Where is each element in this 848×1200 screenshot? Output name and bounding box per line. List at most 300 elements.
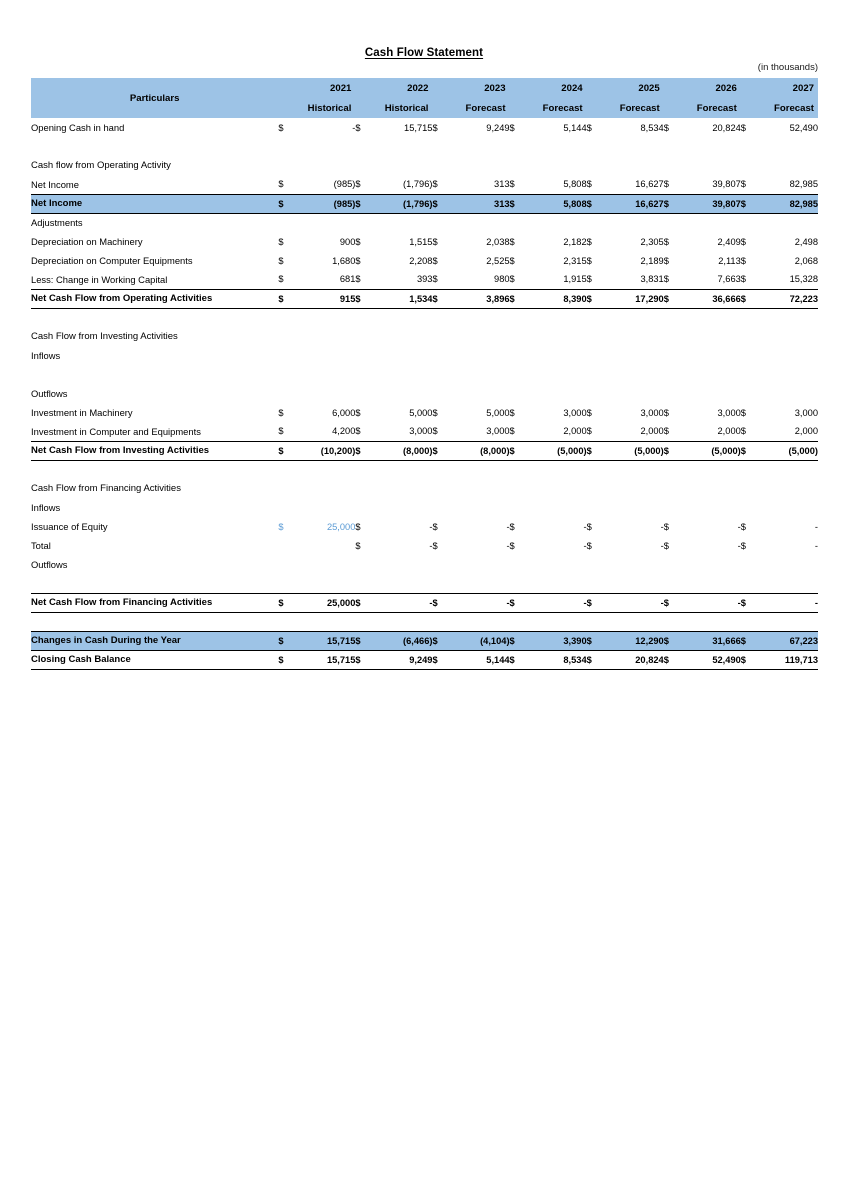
cell-2026 bbox=[680, 327, 741, 346]
cell-2025: - bbox=[660, 521, 664, 532]
cell-2023 bbox=[448, 156, 509, 175]
currency-symbol-2023: $ bbox=[432, 521, 438, 532]
cell-2024: 2,000 bbox=[563, 426, 587, 437]
cell-2026 bbox=[680, 612, 741, 631]
cell-2023: (4,104) bbox=[448, 631, 509, 650]
currency-symbol-2026: $ bbox=[663, 179, 669, 190]
cell-2023: 5,000 bbox=[486, 407, 510, 418]
currency-symbol-2022: $ bbox=[355, 194, 371, 213]
cell-2022 bbox=[371, 384, 432, 403]
currency-symbol-2022: $ bbox=[355, 521, 361, 532]
currency-symbol-2022: $ bbox=[355, 289, 371, 308]
cash-flow-statement-table bbox=[31, 78, 818, 670]
cell-2027: 15,328 bbox=[789, 274, 818, 285]
cell-2025: 12,290 bbox=[603, 631, 664, 650]
currency-symbol-2027: $ bbox=[740, 236, 746, 247]
currency-symbol-2021 bbox=[278, 479, 294, 498]
cell-2026: 20,824 bbox=[712, 122, 741, 133]
table-row bbox=[31, 403, 818, 422]
cell-2026 bbox=[680, 346, 741, 365]
currency-symbol-2023 bbox=[432, 574, 448, 593]
cell-2022 bbox=[371, 460, 432, 479]
cell-2025: 16,627 bbox=[635, 179, 664, 190]
currency-symbol-2024 bbox=[510, 308, 526, 327]
cell-2025: 2,189 bbox=[640, 255, 664, 266]
currency-symbol-2021: $ bbox=[278, 631, 294, 650]
currency-symbol-2021: $ bbox=[278, 194, 294, 213]
cell-2023 bbox=[448, 213, 509, 232]
cell-2021 bbox=[294, 213, 355, 232]
table-row bbox=[31, 441, 818, 460]
cell-2025 bbox=[603, 460, 664, 479]
cell-2022 bbox=[371, 574, 432, 593]
currency-symbol-2027: $ bbox=[741, 631, 757, 650]
cell-2027 bbox=[757, 308, 818, 327]
table-row bbox=[31, 479, 818, 498]
cell-2024 bbox=[526, 498, 587, 517]
row-label: Closing Cash Balance bbox=[31, 650, 278, 669]
currency-symbol-2021: $ bbox=[278, 179, 284, 190]
currency-symbol-2022: $ bbox=[355, 650, 371, 669]
currency-symbol-2024: $ bbox=[509, 122, 515, 133]
cell-2024: 2,182 bbox=[563, 236, 587, 247]
cell-2025: (5,000) bbox=[603, 441, 664, 460]
cell-2026: - bbox=[680, 593, 741, 612]
column-header-period-2023: Forecast bbox=[432, 98, 509, 118]
currency-symbol-2023 bbox=[432, 137, 448, 156]
cell-2025: 8,534 bbox=[640, 122, 664, 133]
cell-2023 bbox=[448, 555, 509, 574]
currency-symbol-2021 bbox=[278, 536, 294, 555]
currency-symbol-2024 bbox=[510, 612, 526, 631]
cell-2023 bbox=[448, 365, 509, 384]
currency-symbol-2026 bbox=[664, 555, 680, 574]
cell-2026 bbox=[680, 365, 741, 384]
cell-2026: 39,807 bbox=[680, 194, 741, 213]
cell-2024 bbox=[526, 384, 587, 403]
cell-2026 bbox=[680, 555, 741, 574]
column-header-period-2022: Historical bbox=[355, 98, 432, 118]
row-label: Cash Flow from Investing Activities bbox=[31, 331, 178, 342]
currency-symbol-2027: $ bbox=[740, 407, 746, 418]
cell-2022: (8,000) bbox=[371, 441, 432, 460]
cell-2024: 5,144 bbox=[563, 122, 587, 133]
currency-symbol-2022 bbox=[355, 365, 371, 384]
currency-symbol-2026: $ bbox=[663, 274, 669, 285]
currency-symbol-2024: $ bbox=[510, 289, 526, 308]
row-label bbox=[31, 365, 278, 384]
cell-2025 bbox=[603, 498, 664, 517]
currency-symbol-2023: $ bbox=[432, 179, 438, 190]
cell-2024 bbox=[526, 479, 587, 498]
currency-symbol-2026 bbox=[664, 574, 680, 593]
column-header-period-2025: Forecast bbox=[587, 98, 664, 118]
row-label bbox=[31, 498, 278, 517]
spacer-row bbox=[31, 137, 818, 156]
currency-symbol-2024 bbox=[510, 213, 526, 232]
cell-2027 bbox=[757, 137, 818, 156]
cell-2027: 2,498 bbox=[794, 236, 818, 247]
currency-symbol-2022 bbox=[355, 460, 371, 479]
row-label: Changes in Cash During the Year bbox=[31, 631, 278, 650]
currency-symbol-2027 bbox=[741, 555, 757, 574]
currency-symbol-2022 bbox=[355, 612, 371, 631]
currency-symbol-2024 bbox=[510, 327, 526, 346]
cell-2024 bbox=[526, 365, 587, 384]
cell-2027: 82,985 bbox=[757, 194, 818, 213]
currency-symbol-2022 bbox=[355, 327, 371, 346]
cell-2027: 67,223 bbox=[757, 631, 818, 650]
row-label: Depreciation on Computer Equipments bbox=[31, 255, 193, 266]
cell-2027 bbox=[757, 327, 818, 346]
currency-symbol-2023: $ bbox=[432, 540, 438, 551]
row-label: Cash Flow from Financing Activities bbox=[31, 483, 181, 494]
cell-2021 bbox=[294, 498, 355, 517]
cell-2026: 2,000 bbox=[717, 426, 741, 437]
cell-2021 bbox=[294, 555, 355, 574]
currency-symbol-2025: $ bbox=[586, 407, 592, 418]
currency-symbol-2022: $ bbox=[355, 593, 371, 612]
currency-symbol-2027: $ bbox=[740, 274, 746, 285]
cell-2025: - bbox=[660, 540, 664, 551]
currency-symbol-2022: $ bbox=[355, 426, 361, 437]
cell-2025: 2,305 bbox=[640, 236, 664, 247]
spacer-row bbox=[31, 308, 818, 327]
cell-2021 bbox=[294, 612, 355, 631]
currency-symbol-2025: $ bbox=[586, 122, 592, 133]
row-label: Net Income bbox=[31, 194, 278, 213]
cell-2021: 915 bbox=[294, 289, 355, 308]
cell-2021: (985) bbox=[294, 194, 355, 213]
currency-symbol-2026 bbox=[664, 156, 680, 175]
cell-2026 bbox=[680, 384, 741, 403]
currency-symbol-2022 bbox=[355, 498, 371, 517]
currency-symbol-2021: $ bbox=[278, 122, 284, 133]
cell-2022 bbox=[371, 498, 432, 517]
currency-symbol-2027: $ bbox=[741, 593, 757, 612]
cell-2022: 2,208 bbox=[409, 255, 433, 266]
currency-symbol-2026: $ bbox=[663, 426, 669, 437]
cell-2023: 3,000 bbox=[486, 426, 510, 437]
cell-2027 bbox=[757, 384, 818, 403]
cell-2027 bbox=[757, 555, 818, 574]
currency-symbol-2023 bbox=[432, 460, 448, 479]
cell-2024 bbox=[526, 460, 587, 479]
currency-symbol-2025 bbox=[587, 479, 603, 498]
currency-symbol-2025: $ bbox=[587, 650, 603, 669]
cell-2026: 2,409 bbox=[717, 236, 741, 247]
cell-2025 bbox=[603, 574, 664, 593]
currency-symbol-2025: $ bbox=[587, 593, 603, 612]
table-row bbox=[31, 118, 818, 137]
currency-symbol-2027 bbox=[741, 460, 757, 479]
currency-symbol-2024 bbox=[510, 346, 526, 365]
column-header-period-2021: Historical bbox=[278, 98, 355, 118]
cell-2027 bbox=[757, 479, 818, 498]
currency-symbol-2024: $ bbox=[509, 407, 515, 418]
currency-symbol-2021: $ bbox=[278, 441, 294, 460]
currency-symbol-2021 bbox=[278, 213, 294, 232]
currency-symbol-2027 bbox=[741, 612, 757, 631]
currency-symbol-2027: $ bbox=[741, 289, 757, 308]
currency-symbol-2025: $ bbox=[586, 426, 592, 437]
cell-2023 bbox=[448, 308, 509, 327]
cell-2024: 3,390 bbox=[526, 631, 587, 650]
currency-symbol-2022: $ bbox=[355, 255, 361, 266]
cell-2025 bbox=[603, 346, 664, 365]
currency-symbol-2021 bbox=[278, 156, 294, 175]
cell-2021 bbox=[294, 308, 355, 327]
cell-2027 bbox=[757, 365, 818, 384]
cell-2027: 72,223 bbox=[757, 289, 818, 308]
cell-2024: - bbox=[583, 521, 587, 532]
currency-symbol-2022: $ bbox=[355, 274, 361, 285]
row-label bbox=[31, 555, 278, 574]
cell-2027: - bbox=[757, 593, 818, 612]
currency-symbol-2023 bbox=[432, 156, 448, 175]
cell-2025 bbox=[603, 213, 664, 232]
row-label: Opening Cash in hand bbox=[31, 122, 125, 133]
currency-symbol-2027 bbox=[741, 365, 757, 384]
cell-2027: 119,713 bbox=[757, 650, 818, 669]
cell-2022 bbox=[371, 346, 432, 365]
cell-2024 bbox=[526, 327, 587, 346]
cell-2024: 2,315 bbox=[563, 255, 587, 266]
cell-2024 bbox=[526, 156, 587, 175]
currency-symbol-2021 bbox=[278, 574, 294, 593]
currency-symbol-2023 bbox=[432, 555, 448, 574]
column-header-period-2024: Forecast bbox=[510, 98, 587, 118]
currency-symbol-2026 bbox=[664, 365, 680, 384]
table-row bbox=[31, 498, 818, 517]
cell-2027: 3,000 bbox=[794, 407, 818, 418]
cell-2027 bbox=[757, 156, 818, 175]
cell-2022 bbox=[371, 308, 432, 327]
currency-symbol-2022 bbox=[355, 574, 371, 593]
currency-symbol-2027: $ bbox=[740, 426, 746, 437]
cell-2022 bbox=[371, 365, 432, 384]
currency-symbol-2023: $ bbox=[432, 593, 448, 612]
cell-2024: 8,390 bbox=[526, 289, 587, 308]
cell-2025: 16,627 bbox=[603, 194, 664, 213]
currency-symbol-2024: $ bbox=[510, 650, 526, 669]
currency-symbol-2021 bbox=[278, 612, 294, 631]
currency-symbol-2023 bbox=[432, 308, 448, 327]
row-label-text: Inflows bbox=[31, 350, 61, 361]
cell-2024 bbox=[526, 346, 587, 365]
cell-2023: 313 bbox=[494, 179, 510, 190]
table-row bbox=[31, 251, 818, 270]
cell-2026 bbox=[680, 156, 741, 175]
currency-symbol-2026: $ bbox=[663, 407, 669, 418]
spacer-row bbox=[31, 365, 818, 384]
row-label: Depreciation on Machinery bbox=[31, 236, 143, 247]
cell-2023: - bbox=[506, 540, 510, 551]
currency-symbol-2023 bbox=[432, 384, 448, 403]
currency-symbol-2022: $ bbox=[355, 441, 371, 460]
cell-2026 bbox=[680, 137, 741, 156]
units-note: (in thousands) bbox=[757, 62, 818, 73]
currency-symbol-2027 bbox=[741, 479, 757, 498]
currency-symbol-2024: $ bbox=[510, 593, 526, 612]
currency-symbol-2024: $ bbox=[509, 255, 515, 266]
cell-2021: 25,000 bbox=[326, 521, 356, 532]
row-label bbox=[31, 460, 278, 479]
cell-2027: - bbox=[814, 540, 818, 551]
cell-2022 bbox=[371, 479, 432, 498]
currency-symbol-2022 bbox=[355, 308, 371, 327]
currency-symbol-2023: $ bbox=[432, 274, 438, 285]
spacer-row bbox=[31, 612, 818, 631]
currency-symbol-2024 bbox=[510, 156, 526, 175]
cell-2023 bbox=[448, 612, 509, 631]
row-label bbox=[31, 384, 278, 403]
currency-symbol-2021 bbox=[278, 308, 294, 327]
currency-symbol-2026: $ bbox=[664, 650, 680, 669]
currency-symbol-2026: $ bbox=[664, 441, 680, 460]
column-header-period-2027: Forecast bbox=[741, 98, 818, 118]
cell-2022 bbox=[371, 555, 432, 574]
row-label-text: Outflows bbox=[31, 388, 68, 399]
cell-2026: 3,000 bbox=[717, 407, 741, 418]
table-row bbox=[31, 517, 818, 536]
table-row bbox=[31, 422, 818, 441]
table-header bbox=[31, 78, 818, 118]
currency-symbol-2023: $ bbox=[432, 289, 448, 308]
cell-2025: 3,831 bbox=[640, 274, 664, 285]
cell-2023: 2,525 bbox=[486, 255, 510, 266]
cell-2021 bbox=[294, 137, 355, 156]
cell-2021 bbox=[294, 384, 355, 403]
cell-2024: 3,000 bbox=[563, 407, 587, 418]
cell-2024 bbox=[526, 612, 587, 631]
currency-symbol-2021: $ bbox=[278, 521, 284, 532]
currency-symbol-2024 bbox=[510, 555, 526, 574]
cell-2024: (5,000) bbox=[526, 441, 587, 460]
currency-symbol-2022: $ bbox=[355, 122, 361, 133]
column-header-year-2023: 2023 bbox=[432, 78, 509, 98]
currency-symbol-2025: $ bbox=[586, 179, 592, 190]
currency-symbol-2022 bbox=[355, 479, 371, 498]
cell-2021 bbox=[294, 346, 355, 365]
row-label: Net Income bbox=[31, 178, 79, 190]
cell-2026 bbox=[680, 574, 741, 593]
currency-symbol-2024: $ bbox=[509, 540, 515, 551]
cell-2027: 82,985 bbox=[789, 179, 818, 190]
currency-symbol-2023: $ bbox=[432, 426, 438, 437]
currency-symbol-2025: $ bbox=[586, 255, 592, 266]
cell-2026 bbox=[680, 498, 741, 517]
cell-2025 bbox=[603, 555, 664, 574]
currency-symbol-2022 bbox=[355, 346, 371, 365]
row-label bbox=[31, 308, 278, 327]
currency-symbol-2025: $ bbox=[587, 441, 603, 460]
currency-symbol-2021: $ bbox=[278, 255, 284, 266]
currency-symbol-2025 bbox=[587, 308, 603, 327]
currency-symbol-2026 bbox=[664, 213, 680, 232]
cell-2025: 17,290 bbox=[603, 289, 664, 308]
currency-symbol-2026 bbox=[664, 498, 680, 517]
currency-symbol-2021: $ bbox=[278, 650, 294, 669]
column-header-year-2022: 2022 bbox=[355, 78, 432, 98]
currency-symbol-2023: $ bbox=[432, 122, 438, 133]
cell-2027 bbox=[757, 213, 818, 232]
currency-symbol-2027: $ bbox=[741, 194, 757, 213]
currency-symbol-2023: $ bbox=[432, 650, 448, 669]
row-label: Net Cash Flow from Operating Activities bbox=[31, 289, 278, 308]
row-label: Issuance of Equity bbox=[31, 521, 108, 532]
cell-2023 bbox=[448, 498, 509, 517]
currency-symbol-2027 bbox=[741, 327, 757, 346]
cell-2023: 313 bbox=[448, 194, 509, 213]
currency-symbol-2026: $ bbox=[663, 122, 669, 133]
column-header-particulars: Particulars bbox=[31, 78, 278, 118]
cell-2021: 6,000 bbox=[332, 407, 356, 418]
cell-2022: - bbox=[429, 540, 433, 551]
currency-symbol-2025 bbox=[587, 384, 603, 403]
currency-symbol-2026 bbox=[664, 327, 680, 346]
cell-2022 bbox=[371, 213, 432, 232]
cell-2027 bbox=[757, 574, 818, 593]
currency-symbol-2026: $ bbox=[664, 194, 680, 213]
cell-2022: 1,515 bbox=[409, 236, 433, 247]
cell-2027: (5,000) bbox=[757, 441, 818, 460]
currency-symbol-2025 bbox=[587, 555, 603, 574]
cell-2021 bbox=[294, 365, 355, 384]
currency-symbol-2024 bbox=[510, 384, 526, 403]
currency-symbol-2023: $ bbox=[432, 194, 448, 213]
currency-symbol-2021: $ bbox=[278, 236, 284, 247]
table-row bbox=[31, 270, 818, 289]
cell-2022: - bbox=[429, 521, 433, 532]
cell-2025 bbox=[603, 137, 664, 156]
cell-2023: 2,038 bbox=[486, 236, 510, 247]
currency-symbol-2027 bbox=[741, 574, 757, 593]
cell-2027: 2,000 bbox=[794, 426, 818, 437]
currency-symbol-2024 bbox=[510, 498, 526, 517]
currency-symbol-2023 bbox=[432, 479, 448, 498]
cell-2023: (8,000) bbox=[448, 441, 509, 460]
header-row-years bbox=[31, 78, 818, 98]
currency-symbol-2026 bbox=[664, 384, 680, 403]
cell-2021: (985) bbox=[333, 179, 356, 190]
currency-symbol-2022: $ bbox=[355, 540, 361, 551]
cell-2021 bbox=[294, 536, 355, 555]
currency-symbol-2022 bbox=[355, 156, 371, 175]
page-title: Cash Flow Statement bbox=[364, 47, 484, 59]
cell-2026: - bbox=[737, 521, 741, 532]
cell-2026: 36,666 bbox=[680, 289, 741, 308]
row-label: Net Cash Flow from Financing Activities bbox=[31, 593, 278, 612]
currency-symbol-2022: $ bbox=[355, 179, 361, 190]
cell-2026: 7,663 bbox=[717, 274, 741, 285]
currency-symbol-2027 bbox=[741, 137, 757, 156]
cell-2027: 52,490 bbox=[789, 122, 818, 133]
cell-2023: 5,144 bbox=[448, 650, 509, 669]
cell-2024 bbox=[526, 213, 587, 232]
currency-symbol-2027 bbox=[741, 213, 757, 232]
cell-2021 bbox=[294, 156, 355, 175]
cell-2021: 681 bbox=[339, 274, 356, 285]
currency-symbol-2027 bbox=[741, 308, 757, 327]
currency-symbol-2021 bbox=[278, 137, 294, 156]
cell-2025 bbox=[603, 308, 664, 327]
currency-symbol-2023 bbox=[432, 346, 448, 365]
currency-symbol-2023: $ bbox=[432, 441, 448, 460]
currency-symbol-2021 bbox=[278, 498, 294, 517]
currency-symbol-2021 bbox=[278, 460, 294, 479]
currency-symbol-2021 bbox=[278, 365, 294, 384]
